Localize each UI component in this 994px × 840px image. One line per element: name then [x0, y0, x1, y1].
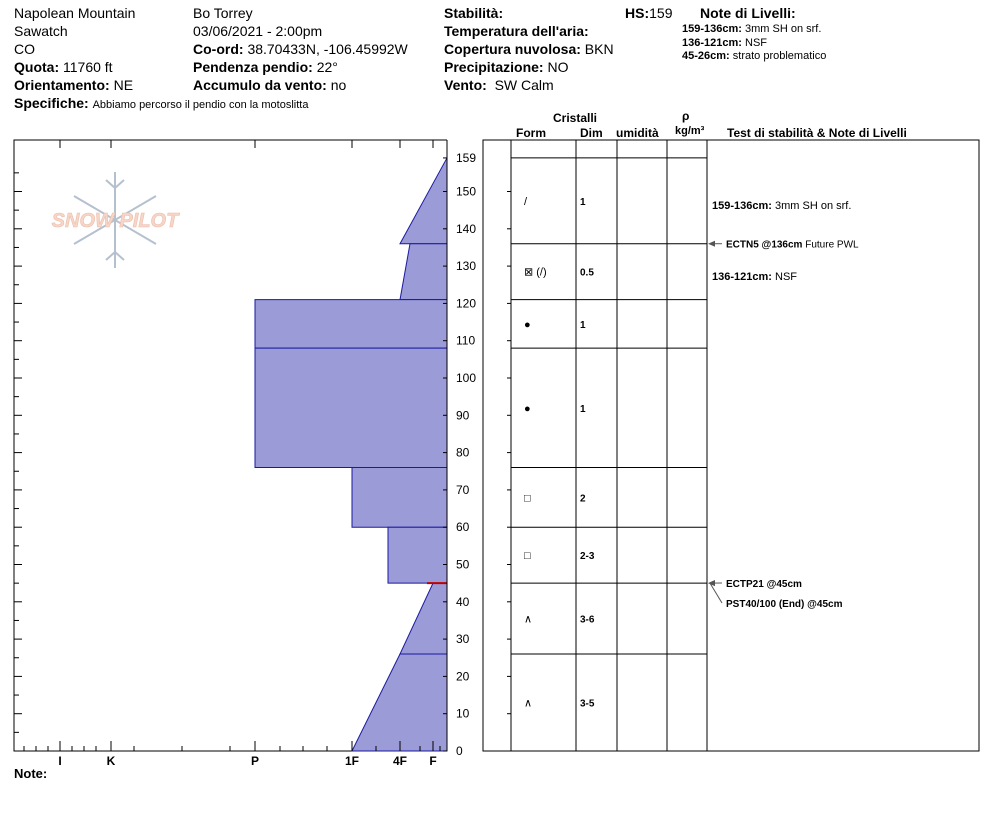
height-tick-label: 90: [456, 408, 470, 423]
height-tick-label: 60: [456, 520, 470, 535]
wind-loading-value: no: [330, 77, 347, 93]
form-header: Form: [516, 126, 546, 140]
height-tick-label: 30: [456, 632, 470, 647]
logo-text: SNOW PILOT: [51, 210, 179, 232]
wind-value: SW Calm: [494, 77, 554, 93]
grain-form: ∧: [524, 613, 533, 626]
density-symbol: ρ: [682, 109, 690, 123]
grain-size: 2: [580, 493, 586, 505]
hs-value: 159: [649, 5, 673, 21]
grain-form: ●: [524, 402, 531, 415]
grain-size: 1: [580, 403, 586, 415]
grain-size: 1: [580, 319, 586, 331]
grain-form: ●: [524, 318, 531, 331]
layer-note-text: NSF: [745, 37, 767, 49]
test-arrowhead: [708, 241, 715, 247]
aspect-label: Orientamento:: [14, 77, 110, 93]
height-tick-label: 120: [456, 296, 477, 311]
coord-label: Co-ord:: [193, 41, 244, 57]
stability-note-text: NSF: [771, 271, 797, 283]
hardness-layer: [352, 654, 447, 751]
cloud-label: Copertura nuvolosa:: [444, 41, 581, 57]
coord-value: 38.70433N, -106.45992W: [247, 41, 408, 57]
height-tick-label: 70: [456, 482, 470, 497]
height-tick-label: 100: [456, 371, 477, 385]
note-label: Note:: [14, 766, 48, 781]
stability-note: [712, 271, 797, 283]
layer-note-text: strato problematico: [732, 50, 827, 62]
height-tick-label: 150: [456, 184, 477, 199]
height-tick-label: 40: [456, 594, 470, 609]
stability-note-label: ECTN5 @136cm: [726, 239, 803, 251]
wind-loading-label: Accumulo da vento:: [193, 77, 327, 93]
height-tick-label: 20: [456, 669, 470, 684]
height-tick-label: 80: [456, 445, 470, 460]
wind-label: Vento:: [444, 77, 487, 93]
hs-label: HS:: [625, 5, 650, 21]
hardness-label: F: [429, 754, 437, 768]
location-name: Napolean Mountain: [14, 5, 136, 21]
hardness-label: K: [106, 754, 116, 768]
layer-notes-title: Note di Livelli:: [700, 5, 796, 21]
grain-size: 3-5: [580, 698, 595, 710]
precip-value: NO: [547, 59, 569, 75]
grain-form: /: [524, 195, 528, 208]
layer-note-range: 159-136cm:: [682, 23, 742, 35]
specifics-value: Abbiamo percorso il pendio con la motoslitta: [92, 99, 309, 111]
grain-size: 2-3: [580, 551, 595, 563]
cristalli-header: Cristalli: [553, 111, 598, 125]
hardness-label: P: [250, 754, 260, 768]
stability-note: [726, 599, 843, 610]
stability-note-label: ECTP21 @45cm: [726, 579, 802, 590]
height-tick-label: 10: [456, 706, 470, 721]
mountain-range: Sawatch: [14, 23, 68, 39]
stability-note-text: 3mm SH on srf.: [771, 200, 852, 212]
height-tick-label: 50: [456, 557, 470, 572]
layer-note-range: 136-121cm:: [682, 37, 742, 49]
hardness-layer: [400, 244, 447, 300]
humidity-header: umidità: [616, 126, 659, 140]
stability-note: [712, 200, 851, 212]
height-tick-label: 0: [456, 744, 463, 758]
hardness-layer: [352, 468, 447, 528]
height-tick-label: 159: [456, 150, 477, 165]
hardness-layer: [400, 158, 447, 244]
layer-note-range: 45-26cm:: [682, 50, 730, 62]
grain-size: 0.5: [580, 267, 594, 279]
specifics-label: Specifiche:: [14, 95, 89, 111]
stability-note: [726, 240, 859, 251]
precip-label: Precipitazione:: [444, 59, 544, 75]
stability-note: [726, 579, 802, 590]
height-tick-label: 130: [456, 259, 477, 274]
stability-notes-header: Test di stabilità & Note di Livelli: [727, 126, 907, 140]
stability-note-text: Future PWL: [802, 239, 859, 251]
grain-size: 3-6: [580, 614, 595, 626]
hardness-layer: [388, 527, 447, 583]
aspect-value: NE: [113, 77, 134, 93]
grain-form: □: [524, 492, 531, 505]
air-temp-label: Temperatura dell'aria:: [444, 23, 589, 39]
stability-note-label: 136-121cm:: [712, 271, 772, 283]
snowpilot-logo: [52, 172, 180, 268]
hardness-layer: [255, 348, 447, 467]
state: CO: [14, 41, 35, 57]
test-arrow: [710, 583, 722, 603]
height-tick-label: 140: [456, 221, 477, 236]
hardness-layer: [400, 583, 447, 654]
elevation-value: 11760 ft: [63, 59, 113, 75]
dim-header: Dim: [580, 126, 603, 140]
stability-note-label: 159-136cm:: [712, 200, 772, 212]
grain-form: ⊠ (/): [524, 266, 547, 279]
hardness-label: 4F: [392, 754, 408, 768]
datetime: 03/06/2021 - 2:00pm: [193, 23, 323, 39]
height-tick-label: 110: [456, 333, 476, 348]
hardness-label: I: [58, 754, 62, 768]
hardness-label: 1F: [344, 754, 360, 768]
layer-note-text: 3mm SH on srf.: [745, 23, 822, 35]
grain-form: ∧: [524, 697, 533, 710]
stability-note-label: PST40/100 (End) @45cm: [726, 599, 843, 610]
stability-label: Stabilità:: [444, 5, 504, 21]
observer: Bo Torrey: [193, 5, 253, 21]
elevation-label: Quota:: [14, 59, 60, 75]
grain-size: 1: [580, 196, 586, 208]
slope-label: Pendenza pendio:: [193, 59, 313, 75]
layer-table-frame: [483, 140, 979, 751]
cloud-value: BKN: [584, 41, 614, 57]
hardness-layer: [255, 300, 447, 348]
grain-form: □: [524, 550, 531, 563]
density-unit: kg/m³: [675, 125, 705, 137]
slope-value: 22°: [316, 59, 338, 75]
